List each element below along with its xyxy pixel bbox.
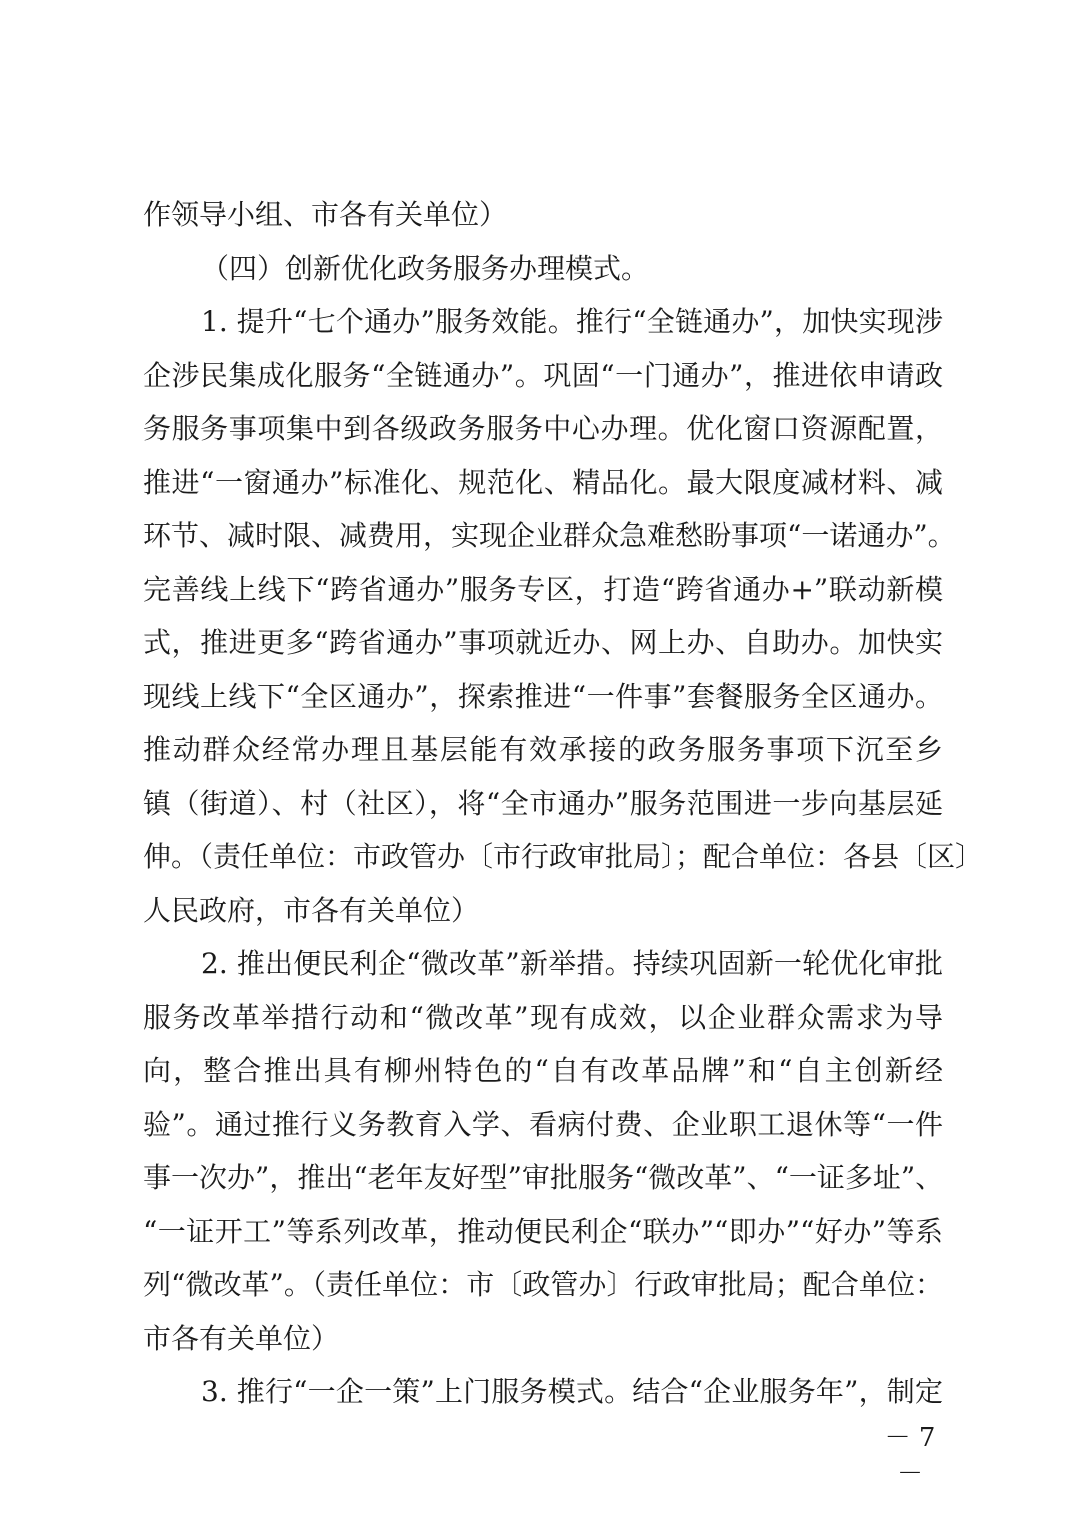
- text-line-18: 验”。通过推行义务教育入学、看病付费、企业职工退休等“一件: [143, 1108, 943, 1141]
- text-line-12: 镇（街道）、村（社区），将“全市通办”服务范围进一步向基层延: [143, 787, 943, 820]
- text-line-3: 1. 提升“七个通办”服务效能。推行“全链通办”，加快实现涉: [201, 305, 943, 338]
- text-line-8: 完善线上线下“跨省通办”服务专区，打造“跨省通办+”联动新模: [143, 573, 943, 606]
- text-line-23: 3. 推行“一企一策”上门服务模式。结合“企业服务年”，制定: [201, 1375, 943, 1408]
- text-line-10: 现线上线下“全区通办”，探索推进“一件事”套餐服务全区通办。: [143, 680, 943, 713]
- page-number: － 7 －: [884, 1423, 936, 1489]
- section-heading: （四）创新优化政务服务办理模式。: [201, 252, 650, 285]
- text-line-15: 2. 推出便民利企“微改革”新举措。持续巩固新一轮优化审批: [201, 947, 943, 980]
- text-line-9: 式，推进更多“跨省通办”事项就近办、网上办、自助办。加快实: [143, 626, 943, 659]
- text-line-22: 市各有关单位）: [143, 1322, 340, 1355]
- text-line-13: 伸。（责任单位：市政管办〔市行政审批局〕；配合单位：各县〔区〕: [143, 840, 984, 873]
- text-line-7: 环节、减时限、减费用，实现企业群众急难愁盼事项“一诺通办”。: [143, 519, 956, 552]
- text-line-11: 推动群众经常办理且基层能有效承接的政务服务事项下沉至乡: [143, 733, 943, 766]
- text-line-6: 推进“一窗通办”标准化、规范化、精品化。最大限度减材料、减: [143, 466, 943, 499]
- text-line-4: 企涉民集成化服务“全链通办”。巩固“一门通办”，推进依申请政: [143, 359, 943, 392]
- text-line-19: 事一次办”，推出“老年友好型”审批服务“微改革”、“一证多址”、: [143, 1161, 944, 1194]
- text-line-5: 务服务事项集中到各级政务服务中心办理。优化窗口资源配置，: [143, 412, 943, 445]
- text-line-14: 人民政府，市各有关单位）: [143, 894, 480, 927]
- text-line-20: “一证开工”等系列改革，推动便民利企“联办”“即办”“好办”等系: [143, 1215, 943, 1248]
- text-line-21: 列“微改革”。（责任单位：市〔政管办〕行政审批局；配合单位：: [143, 1268, 943, 1301]
- text-line-17: 向，整合推出具有柳州特色的“自有改革品牌”和“自主创新经: [143, 1054, 943, 1087]
- text-line-1: 作领导小组、市各有关单位）: [143, 198, 508, 231]
- text-line-16: 服务改革举措行动和“微改革”现有成效，以企业群众需求为导: [143, 1001, 943, 1034]
